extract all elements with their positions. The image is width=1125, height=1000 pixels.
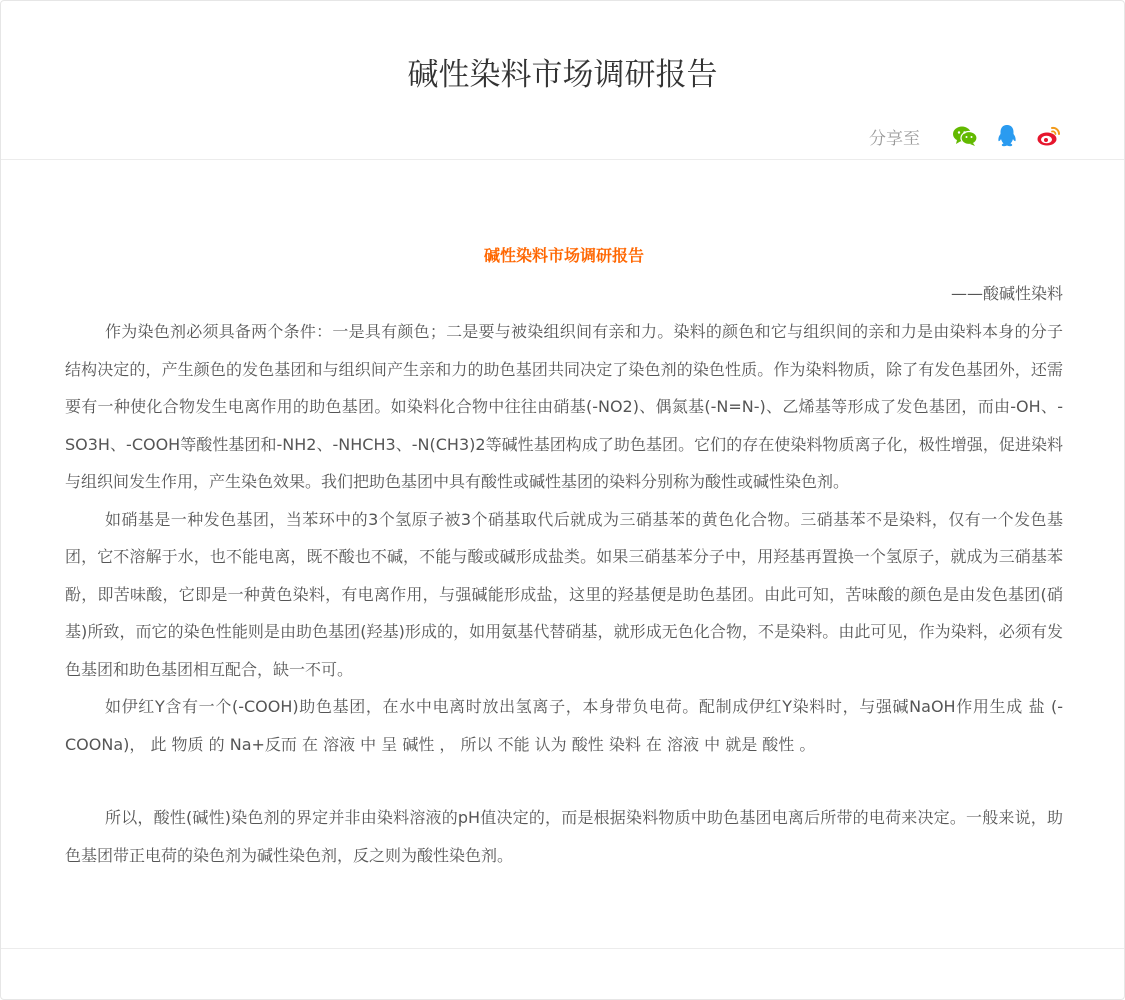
article-subtitle: ——酸碱性染料 [950, 284, 1063, 303]
paragraph-4: 所以，酸性(碱性)染色剂的界定并非由染料溶液的pH值决定的，而是根据染料物质中助色基团电离后所带的电荷来决定。一般来说，助色基团带正电荷的染色剂为碱性染色剂，反之则为酸性染色剂。 [65, 808, 1063, 865]
article-title: 碱性染料市场调研报告 [483, 246, 644, 265]
footer-bar [1, 948, 1124, 999]
share-bar [869, 122, 1062, 150]
weibo-icon[interactable] [1036, 123, 1062, 149]
paragraph-3: 如伊红Y含有一个(-COOH)助色基团，在水中电离时放出氢离子，本身带负电荷。配制成伊红Y染料时，与强碱NaOH作用生成 盐 (-COONa)， 此 物质 的 Na+反而 在 溶液 中 呈 碱性 ， 所以 不能 认为 酸性 染料 在 溶液 中 就是 酸性 。 [65, 697, 1063, 754]
paragraph-2: 如硝基是一种发色基团，当苯环中的3个氢原子被3个硝基取代后就成为三硝基苯的黄色化合物。三硝基苯不是染料，仅有一个发色基团，它不溶解于水，也不能电离，既不酸也不碱，不能与酸或碱形成盐类。如果三硝基苯分子中，用羟基再置换一个氢原子，就成为三硝基苯酚，即苦味酸，它即是一种黄色染料，有电离作用，与强碱能形成盐，这里的羟基便是助色基团。由此可知，苦味酸的颜色是由发色基团(硝基)所致，而它的染色性能则是由助色基团(羟基)形成的，如用氨基代替硝基，就形成无色化合物，不是染料。由此可见，作为染料，必须有发色基团和助色基团相互配合，缺一不可。 [65, 509, 1063, 679]
paragraph-1: 作为染色剂必须具备两个条件：一是具有颜色；二是要与被染组织间有亲和力。染料的颜色和它与组织间的亲和力是由染料本身的分子结构决定的，产生颜色的发色基团和与组织间产生亲和力的助色基团共同决定了染色剂的染色性质。作为染料物质，除了有发色基团外，还需要有一种使化合物发生电离作用的助色基团。如染料化合物中往往由硝基(-NO2)、偶氮基(-N=N-)、乙烯基等形成了发色基团，而由-OH、-SO3H、-COOH等酸性基团和-NH2、-NHCH3、-N(CH3)2等碱性基团构成了助色基团。它们的存在使染料物质离子化，极性增强，促进染料与组织间发生作用，产生染色效果。我们把助色基团中具有酸性或碱性基团的染料分别称为酸性或碱性染色剂。 [65, 322, 1063, 491]
article-content [65, 243, 1063, 874]
spacer [65, 763, 1063, 799]
article-header [1, 1, 1124, 160]
share-label: 分享至 [869, 128, 920, 149]
page-title: 碱性染料市场调研报告 [407, 57, 718, 93]
qq-icon[interactable] [994, 123, 1020, 149]
wechat-icon[interactable] [952, 123, 978, 149]
